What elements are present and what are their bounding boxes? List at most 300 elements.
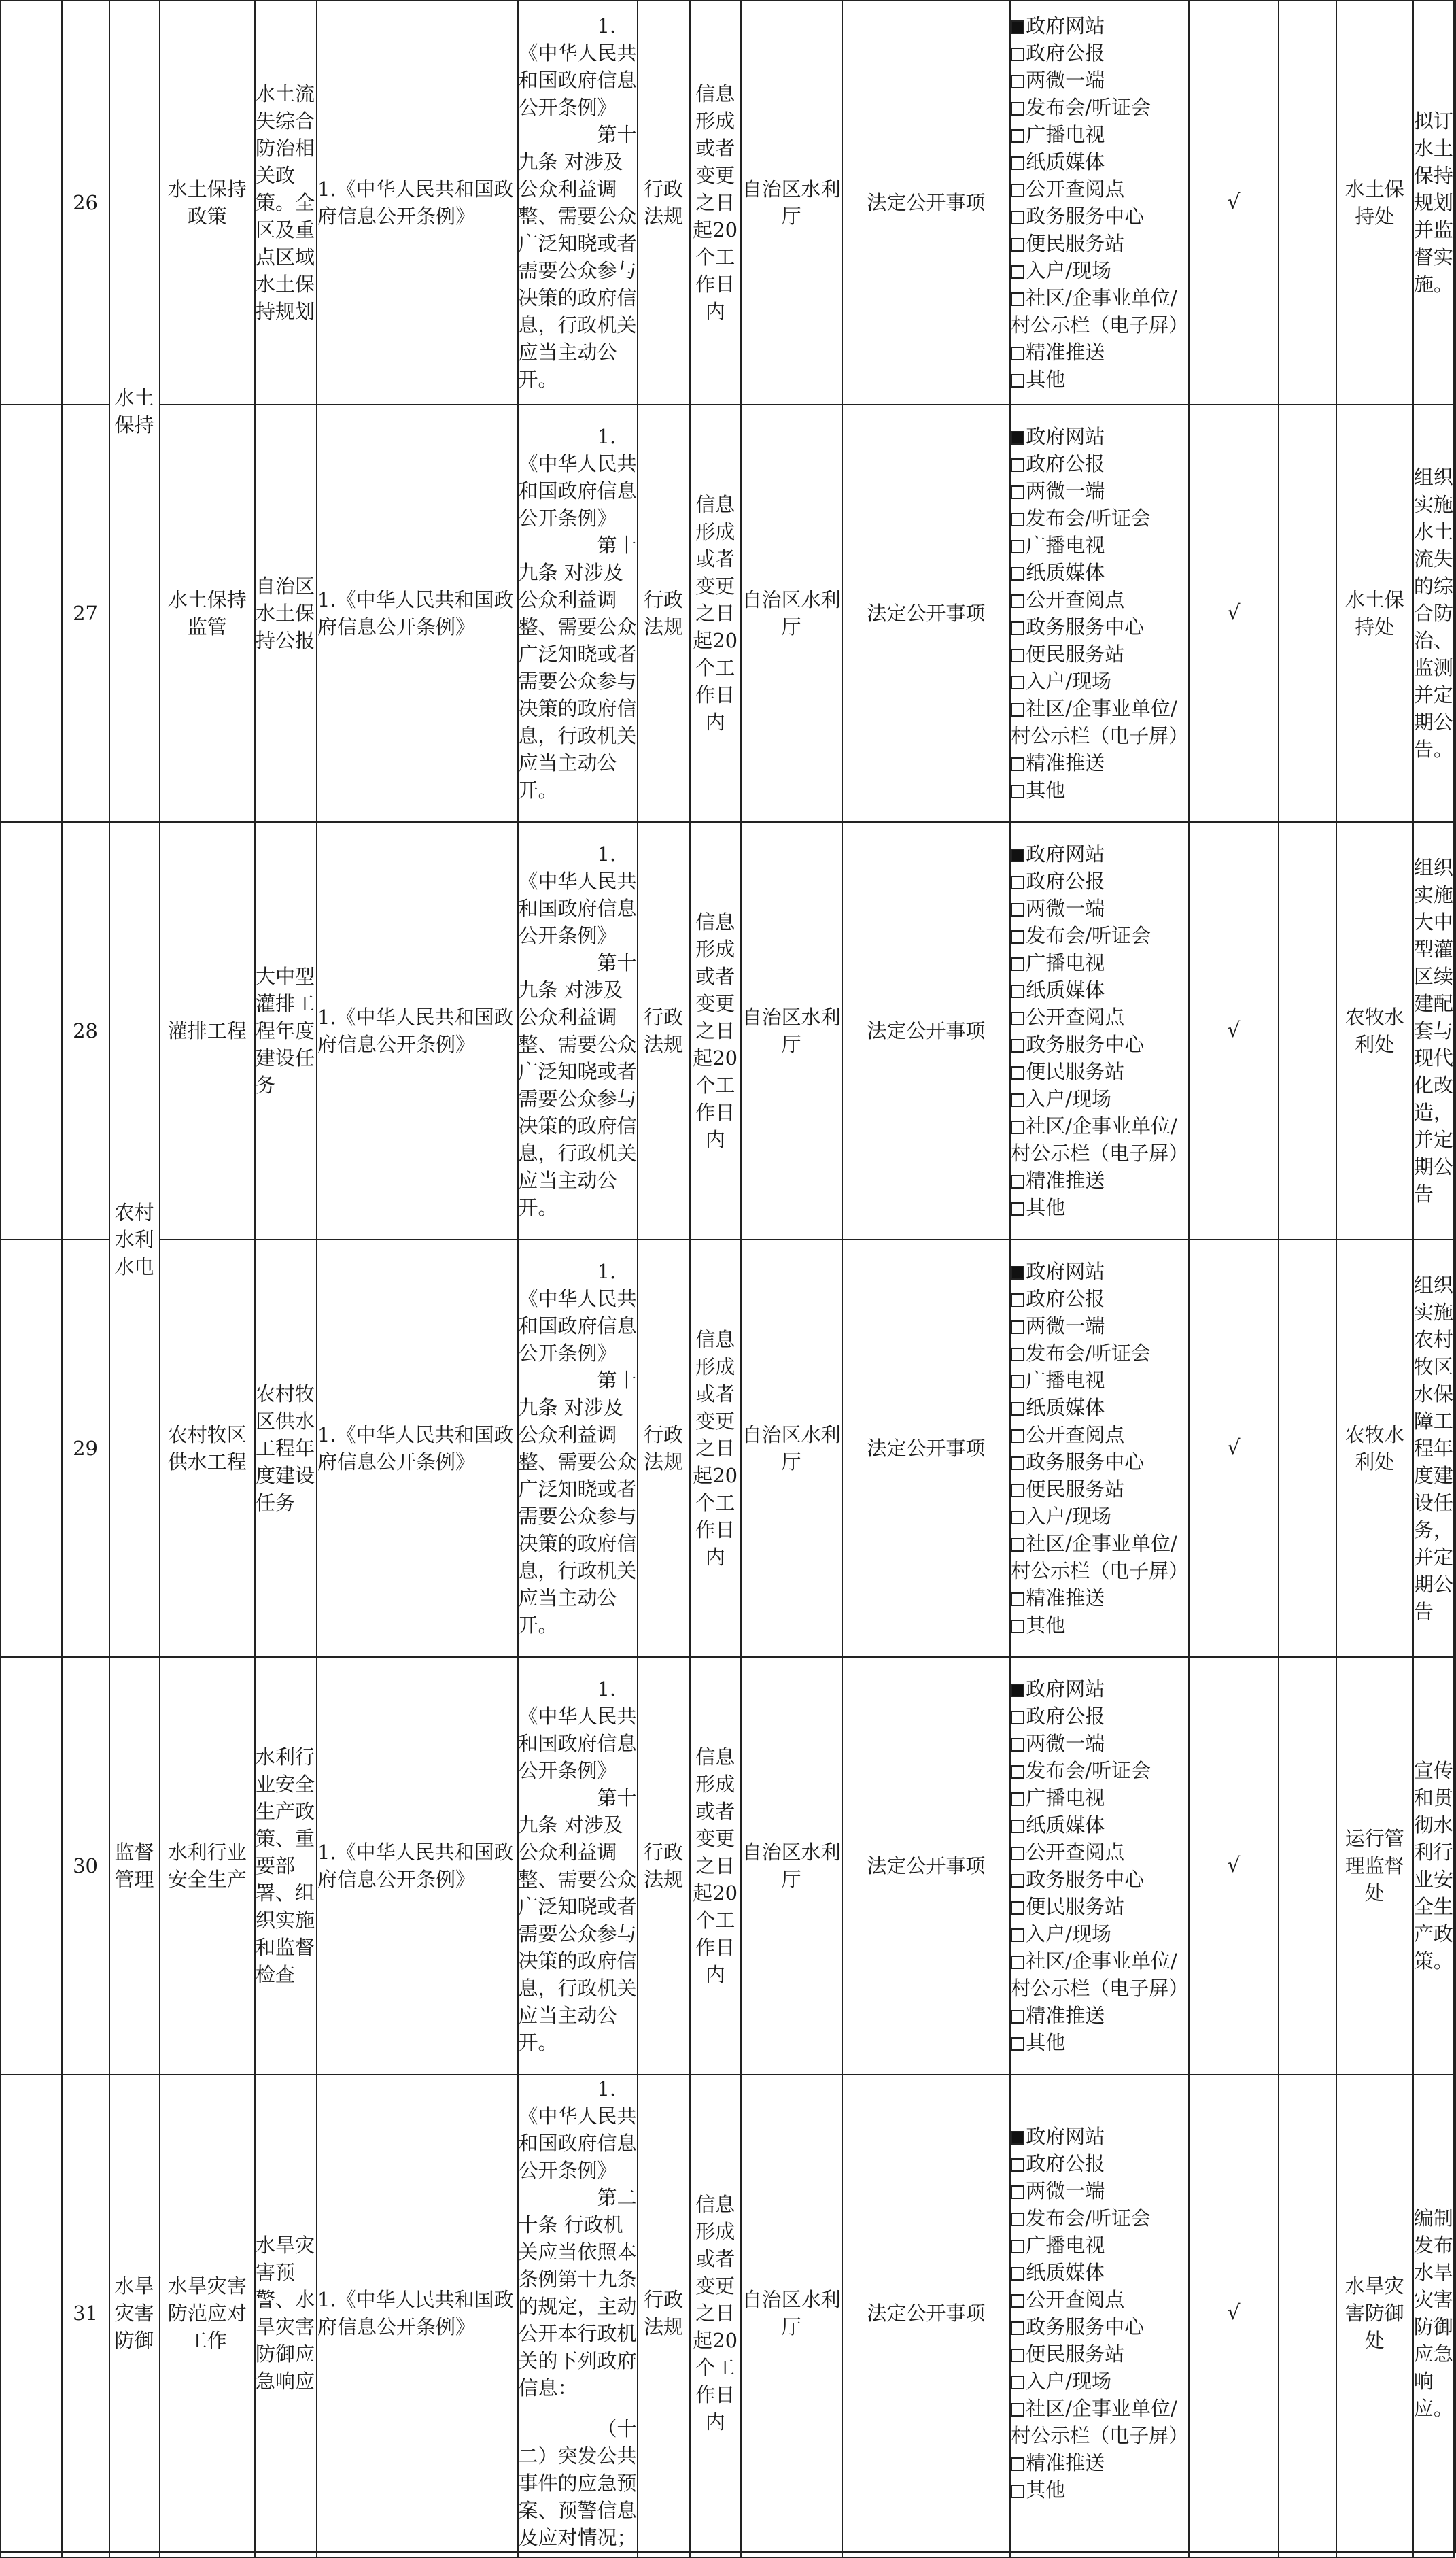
- basis-short: [317, 405, 518, 822]
- remark-text: 组织实施水土流失的综合防治、监测并定期公告。: [1413, 466, 1453, 761]
- channel-option: [1011, 1448, 1188, 1476]
- remark-text: 组织实施大中型灌区续建配套与现代化改造，并定期公告: [1413, 856, 1453, 1206]
- channel-option: [1011, 1503, 1188, 1530]
- checked-box-icon: [1011, 1684, 1024, 1697]
- row-index: [62, 1657, 109, 2075]
- remark: [1413, 1, 1454, 405]
- channel-option: [1011, 1367, 1188, 1394]
- unchecked-box-icon: [1011, 1928, 1024, 1942]
- table-row: [1, 405, 1455, 822]
- basis-short: [317, 1657, 518, 2075]
- partial-cell: [1336, 2552, 1413, 2557]
- channel-option: [1011, 1258, 1188, 1285]
- empty-cell: [1279, 405, 1336, 822]
- channel-option: [1011, 1811, 1188, 1839]
- channel-option: [1011, 840, 1188, 868]
- channel-label: 广播电视: [1026, 123, 1105, 146]
- channel-label: 政府公报: [1026, 41, 1105, 65]
- public-check-text: √: [1227, 2301, 1241, 2325]
- category-cell-text: 监督管理: [114, 1841, 154, 1891]
- unchecked-box-icon: [1011, 1847, 1024, 1860]
- unchecked-box-icon: [1011, 1792, 1024, 1806]
- channel-option: [1011, 1058, 1188, 1085]
- scope: [842, 1240, 1011, 1657]
- channel-label: 政务服务中心: [1026, 1868, 1145, 1891]
- channel-option: [1011, 2259, 1188, 2286]
- channel-label: 政府网站: [1026, 1260, 1105, 1283]
- public-check: [1189, 405, 1278, 822]
- basis-full: [518, 1657, 638, 2075]
- unchecked-box-icon: [1011, 676, 1024, 689]
- channel-option: [1011, 668, 1188, 695]
- category-cell-text: 农村水利水电: [114, 1201, 154, 1278]
- channel-label: 政务服务中心: [1026, 1033, 1145, 1056]
- unchecked-box-icon: [1011, 1738, 1024, 1752]
- row-index: [62, 2075, 109, 2552]
- channel-option: [1011, 1476, 1188, 1503]
- channel-label-continuation: 村公示栏（电子屏）: [1011, 1977, 1189, 2000]
- subject-type-text: 行政法规: [644, 2288, 684, 2338]
- channel-label: 社区/企事业单位/: [1026, 2397, 1177, 2420]
- basis-short-text: 1.《中华人民共和国政府信息公开条例》: [317, 177, 514, 228]
- channel-label: 其他: [1026, 368, 1066, 391]
- channel-option: [1011, 2476, 1188, 2504]
- unchecked-box-icon: [1011, 2376, 1024, 2389]
- channel-label: 政务服务中心: [1026, 1450, 1145, 1473]
- sub-category-text: 水旱灾害防范应对工作: [167, 2274, 247, 2352]
- channel-label: 广播电视: [1026, 951, 1105, 974]
- channel-label: 精准推送: [1026, 1586, 1105, 1609]
- remark-text: 编制发布水旱灾害防御应急响应。: [1413, 2206, 1453, 2420]
- channel-option: [1011, 695, 1188, 722]
- responsible-dept-text: 水土保持处: [1345, 177, 1404, 228]
- channel-option: [1011, 1730, 1188, 1757]
- basis-full: [518, 2075, 638, 2552]
- channel-option: [1011, 1893, 1188, 1920]
- channel-label-continuation: 村公示栏（电子屏）: [1011, 313, 1189, 337]
- unchecked-box-icon: [1011, 1765, 1024, 1779]
- channel-label: 纸质媒体: [1026, 1396, 1105, 1419]
- scope: [842, 822, 1011, 1240]
- checked-box-icon: [1011, 431, 1024, 445]
- time-limit: [690, 405, 741, 822]
- channel-option: [1011, 230, 1188, 257]
- basis-short: [317, 1240, 518, 1657]
- channel-label: 社区/企事业单位/: [1026, 1949, 1177, 1973]
- public-check-text: √: [1227, 190, 1241, 214]
- unchecked-box-icon: [1011, 1820, 1024, 1833]
- channel-option: [1011, 203, 1188, 230]
- unchecked-box-icon: [1011, 2037, 1024, 2051]
- time-limit-text: 信息形成或者变更之日起20个工作日内: [693, 1745, 738, 1986]
- margin-left-cell: [1, 1, 62, 405]
- channel-label: 便民服务站: [1026, 232, 1125, 255]
- unchecked-box-icon: [1011, 485, 1024, 499]
- channel-option: [1011, 1703, 1188, 1730]
- empty-cell: [1279, 1657, 1336, 2075]
- margin-left-cell: [1, 1657, 62, 2075]
- empty-cell: [1279, 822, 1336, 1240]
- basis-title: 1.《中华人民共和国政府信息公开条例》: [518, 842, 637, 947]
- unchecked-box-icon: [1011, 2158, 1024, 2172]
- empty-cell: [1279, 1240, 1336, 1657]
- margin-right-cell: [1454, 405, 1455, 822]
- remark: [1413, 1657, 1454, 2075]
- remark: [1413, 1240, 1454, 1657]
- channel-label: 精准推送: [1026, 2004, 1105, 2027]
- partial-cell: [1413, 2552, 1454, 2557]
- scope: [842, 1657, 1011, 2075]
- partial-cell: [842, 2552, 1011, 2557]
- channel-label: 两微一端: [1026, 897, 1105, 920]
- basis-article: 第十九条 对涉及公众利益调整、需要公众广泛知晓或者需要公众参与决策的政府信息，行政机关应当主动公开。: [518, 1786, 637, 2054]
- unchecked-box-icon: [1011, 2294, 1024, 2308]
- category-cell: [109, 2075, 160, 2552]
- subject-type: [638, 822, 690, 1240]
- channel-label: 精准推送: [1026, 1169, 1105, 1192]
- unchecked-box-icon: [1011, 1066, 1024, 1080]
- basis-short: [317, 1, 518, 405]
- channel-label-continuation: 村公示栏（电子屏）: [1011, 724, 1189, 747]
- scope-text: 法定公开事项: [867, 1437, 986, 1460]
- unchecked-box-icon: [1011, 1320, 1024, 1334]
- channel-label: 发布会/听证会: [1026, 1759, 1151, 1782]
- partial-cell: [1, 2552, 62, 2557]
- channel-option: [1011, 148, 1188, 175]
- subject-type: [638, 2075, 690, 2552]
- content-cell: [255, 1, 317, 405]
- channel-option: [1011, 641, 1188, 668]
- partial-cell: [1189, 2552, 1278, 2557]
- unchecked-box-icon: [1011, 1348, 1024, 1361]
- partial-cell: [1010, 2552, 1189, 2557]
- subject-type-text: 行政法规: [644, 177, 684, 228]
- public-check: [1189, 2075, 1278, 2552]
- responsible-dept: [1336, 1240, 1413, 1657]
- channel-label: 发布会/听证会: [1026, 924, 1151, 947]
- row-index-text: 26: [73, 191, 98, 214]
- scope: [842, 2075, 1011, 2552]
- partial-cell: [255, 2552, 317, 2557]
- channel-label: 广播电视: [1026, 1369, 1105, 1392]
- unchecked-box-icon: [1011, 2240, 1024, 2253]
- responsible-dept-text: 运行管理监督处: [1345, 1827, 1404, 1905]
- unchecked-box-icon: [1011, 2403, 1024, 2417]
- unchecked-box-icon: [1011, 649, 1024, 662]
- channel-label: 纸质媒体: [1026, 2261, 1105, 2284]
- channel-option: [1011, 532, 1188, 559]
- sub-category-text: 水土保持政策: [167, 177, 247, 228]
- responsible-dept: [1336, 822, 1413, 1240]
- channel-label: 两微一端: [1026, 2179, 1105, 2202]
- channel-option: [1011, 1839, 1188, 1866]
- channel-option: [1011, 1085, 1188, 1112]
- margin-right-cell: [1454, 1240, 1455, 1657]
- channel-label: 社区/企事业单位/: [1026, 697, 1177, 720]
- channel-label: 两微一端: [1026, 1732, 1105, 1755]
- channel-label: 公开查阅点: [1026, 1841, 1125, 1864]
- channel-label: 其他: [1026, 2478, 1066, 2502]
- channels-cell: [1010, 1240, 1189, 1657]
- basis-full: [518, 822, 638, 1240]
- channel-label: 便民服务站: [1026, 643, 1125, 666]
- row-index: [62, 822, 109, 1240]
- channel-option: [1011, 1031, 1188, 1058]
- channel-label: 精准推送: [1026, 2451, 1105, 2474]
- channel-label: 社区/企事业单位/: [1026, 1114, 1177, 1138]
- basis-title: 1.《中华人民共和国政府信息公开条例》: [518, 1677, 637, 1782]
- basis-extra: （十二）突发公共事件的应急预案、预警信息及应对情况；: [518, 2417, 637, 2549]
- channel-label: 入户/现场: [1026, 1505, 1112, 1528]
- remark: [1413, 405, 1454, 822]
- unchecked-box-icon: [1011, 594, 1024, 608]
- basis-article: 第十九条 对涉及公众利益调整、需要公众广泛知晓或者需要公众参与决策的政府信息，行政机关应当主动公开。: [518, 1369, 637, 1637]
- row-index: [62, 1, 109, 405]
- content-cell: [255, 1240, 317, 1657]
- channel-option: [1011, 1611, 1188, 1639]
- publisher-text: 自治区水利厅: [742, 1841, 841, 1891]
- scope-text: 法定公开事项: [867, 2302, 986, 2325]
- responsible-dept-text: 农牧水利处: [1345, 1423, 1404, 1473]
- channel-label-continuation: 村公示栏（电子屏）: [1011, 1559, 1189, 1582]
- channel-label: 政府公报: [1026, 870, 1105, 893]
- unchecked-box-icon: [1011, 2213, 1024, 2226]
- basis-short-text: 1.《中华人民共和国政府信息公开条例》: [317, 1423, 514, 1473]
- unchecked-box-icon: [1011, 1538, 1024, 1552]
- unchecked-box-icon: [1011, 1874, 1024, 1888]
- channel-label: 入户/现场: [1026, 670, 1112, 693]
- channel-label: 政府网站: [1026, 14, 1105, 37]
- channel-option: [1011, 559, 1188, 586]
- unchecked-box-icon: [1011, 703, 1024, 717]
- channel-option: [1011, 12, 1188, 39]
- content-cell-text: 水土流失综合防治相关政策。全区及重点区域水土保持规划: [256, 82, 315, 323]
- sub-category: [160, 1240, 255, 1657]
- unchecked-box-icon: [1011, 1511, 1024, 1524]
- channel-label: 入户/现场: [1026, 259, 1112, 282]
- basis-short-text: 1.《中华人民共和国政府信息公开条例》: [317, 1006, 514, 1056]
- table-body: [1, 1, 1455, 2557]
- channel-label: 政府网站: [1026, 2125, 1105, 2148]
- unchecked-box-icon: [1011, 2485, 1024, 2498]
- scope-text: 法定公开事项: [867, 191, 986, 214]
- channel-label: 精准推送: [1026, 341, 1105, 364]
- channel-option: [1011, 2150, 1188, 2177]
- unchecked-box-icon: [1011, 1711, 1024, 1724]
- channel-option: [1011, 613, 1188, 641]
- channel-option: [1011, 1340, 1188, 1367]
- channel-label: 公开查阅点: [1026, 1006, 1125, 1029]
- unchecked-box-icon: [1011, 1375, 1024, 1388]
- basis-short: [317, 2075, 518, 2552]
- channel-option: [1011, 175, 1188, 203]
- publisher: [741, 1240, 842, 1657]
- unchecked-box-icon: [1011, 957, 1024, 971]
- unchecked-box-icon: [1011, 238, 1024, 252]
- channel-option: [1011, 1194, 1188, 1221]
- unchecked-box-icon: [1011, 2010, 1024, 2024]
- time-limit: [690, 2075, 741, 2552]
- category-cell: [109, 1657, 160, 2075]
- content-cell-text: 水利行业安全生产政策、重要部署、组织实施和监督检查: [256, 1745, 315, 1986]
- channel-option: [1011, 1866, 1188, 1893]
- time-limit: [690, 1657, 741, 2075]
- channel-option: [1011, 868, 1188, 895]
- row-index-text: 27: [73, 602, 98, 625]
- channel-option: [1011, 257, 1188, 284]
- channel-label: 政务服务中心: [1026, 2315, 1145, 2338]
- channel-option: [1011, 366, 1188, 393]
- channel-option: [1011, 1167, 1188, 1194]
- channel-label: 两微一端: [1026, 69, 1105, 92]
- partial-cell: [1279, 2552, 1336, 2557]
- margin-right-cell: [1454, 2075, 1455, 2552]
- channel-label: 广播电视: [1026, 534, 1105, 557]
- margin-left-cell: [1, 2075, 62, 2552]
- basis-short-text: 1.《中华人民共和国政府信息公开条例》: [317, 1841, 514, 1891]
- channel-option: [1011, 1920, 1188, 1947]
- sub-category-text: 水利行业安全生产: [167, 1841, 247, 1891]
- public-check: [1189, 822, 1278, 1240]
- subject-type-text: 行政法规: [644, 1423, 684, 1473]
- channel-option: [1011, 1784, 1188, 1811]
- unchecked-box-icon: [1011, 102, 1024, 116]
- channel-label: 入户/现场: [1026, 1087, 1112, 1110]
- remark: [1413, 2075, 1454, 2552]
- channel-label: 政府网站: [1026, 842, 1105, 866]
- sub-category: [160, 405, 255, 822]
- unchecked-box-icon: [1011, 374, 1024, 388]
- row-index-text: 29: [73, 1437, 98, 1460]
- channel-label: 公开查阅点: [1026, 2288, 1125, 2311]
- subject-type-text: 行政法规: [644, 588, 684, 638]
- channel-label: 政府公报: [1026, 452, 1105, 475]
- channel-option: [1011, 1004, 1188, 1031]
- publisher: [741, 1, 842, 405]
- unchecked-box-icon: [1011, 1175, 1024, 1189]
- sub-category: [160, 1657, 255, 2075]
- channels-cell: [1010, 405, 1189, 822]
- unchecked-box-icon: [1011, 1620, 1024, 1633]
- sub-category: [160, 1, 255, 405]
- channel-label: 其他: [1026, 779, 1066, 802]
- remark-text: 拟订水土保持规划并监督实施。: [1413, 109, 1453, 296]
- channel-option: [1011, 2313, 1188, 2340]
- responsible-dept-text: 水土保持处: [1345, 588, 1404, 638]
- channel-option: [1011, 39, 1188, 67]
- sub-category-text: 水土保持监管: [167, 588, 247, 638]
- public-check: [1189, 1657, 1278, 2075]
- publisher-text: 自治区水利厅: [742, 1423, 841, 1473]
- basis-title: 1.《中华人民共和国政府信息公开条例》: [518, 2077, 637, 2182]
- basis-title: 1.《中华人民共和国政府信息公开条例》: [518, 1260, 637, 1365]
- sub-category-text: 灌排工程: [167, 1019, 247, 1042]
- publisher: [741, 1657, 842, 2075]
- channel-label-continuation: 村公示栏（电子屏）: [1011, 1142, 1189, 1165]
- content-cell-text: 大中型灌排工程年度建设任务: [256, 965, 315, 1097]
- sub-category: [160, 822, 255, 1240]
- table-row: [1, 2075, 1455, 2552]
- channel-option: [1011, 2123, 1188, 2150]
- channel-option: [1011, 477, 1188, 505]
- unchecked-box-icon: [1011, 458, 1024, 472]
- responsible-dept: [1336, 405, 1413, 822]
- table-row: [1, 822, 1455, 1240]
- publisher: [741, 822, 842, 1240]
- channel-option: [1011, 1947, 1188, 1975]
- category-cell: [109, 822, 160, 1657]
- channels-cell: [1010, 822, 1189, 1240]
- unchecked-box-icon: [1011, 1429, 1024, 1443]
- channel-option: [1011, 2449, 1188, 2476]
- unchecked-box-icon: [1011, 1456, 1024, 1470]
- channel-label: 发布会/听证会: [1026, 96, 1151, 119]
- channel-option: [1011, 1312, 1188, 1340]
- channel-label: 发布会/听证会: [1026, 2206, 1151, 2230]
- responsible-dept: [1336, 1, 1413, 405]
- unchecked-box-icon: [1011, 513, 1024, 526]
- margin-right-cell: [1454, 1, 1455, 405]
- channel-option: [1011, 749, 1188, 777]
- channels-cell: [1010, 1657, 1189, 2075]
- channel-option: [1011, 1285, 1188, 1312]
- unchecked-box-icon: [1011, 930, 1024, 944]
- unchecked-box-icon: [1011, 1901, 1024, 1915]
- unchecked-box-icon: [1011, 1039, 1024, 1053]
- sub-category: [160, 2075, 255, 2552]
- subject-type: [638, 1240, 690, 1657]
- channel-label: 纸质媒体: [1026, 150, 1105, 173]
- remark-text: 组织实施农村牧区水保障工程年度建设任务，并定期公告: [1413, 1274, 1453, 1623]
- unchecked-box-icon: [1011, 876, 1024, 889]
- sub-category-text: 农村牧区供水工程: [167, 1423, 247, 1473]
- unchecked-box-icon: [1011, 347, 1024, 360]
- channel-label: 两微一端: [1026, 1314, 1105, 1337]
- remark: [1413, 822, 1454, 1240]
- channel-option: [1011, 1675, 1188, 1703]
- partial-cell: [62, 2552, 109, 2557]
- margin-left-cell: [1, 405, 62, 822]
- basis-article: 第十九条 对涉及公众利益调整、需要公众广泛知晓或者需要公众参与决策的政府信息，行政机关应当主动公开。: [518, 951, 637, 1219]
- unchecked-box-icon: [1011, 903, 1024, 917]
- unchecked-box-icon: [1011, 1202, 1024, 1216]
- unchecked-box-icon: [1011, 2185, 1024, 2199]
- content-cell-text: 自治区水土保持公报: [256, 575, 315, 652]
- channel-label: 纸质媒体: [1026, 1813, 1105, 1837]
- channels-cell: [1010, 2075, 1189, 2552]
- unchecked-box-icon: [1011, 1121, 1024, 1134]
- publisher-text: 自治区水利厅: [742, 588, 841, 638]
- publisher: [741, 405, 842, 822]
- time-limit: [690, 822, 741, 1240]
- channel-option: [1011, 976, 1188, 1004]
- scope-text: 法定公开事项: [867, 1019, 986, 1042]
- unchecked-box-icon: [1011, 184, 1024, 197]
- unchecked-box-icon: [1011, 621, 1024, 635]
- unchecked-box-icon: [1011, 1012, 1024, 1025]
- channel-label: 公开查阅点: [1026, 588, 1125, 611]
- basis-title: 1.《中华人民共和国政府信息公开条例》: [518, 14, 637, 119]
- channel-label: 政务服务中心: [1026, 615, 1145, 638]
- content-cell: [255, 2075, 317, 2552]
- channel-option: [1011, 67, 1188, 94]
- unchecked-box-icon: [1011, 292, 1024, 306]
- time-limit-text: 信息形成或者变更之日起20个工作日内: [693, 82, 738, 323]
- channel-label: 发布会/听证会: [1026, 1342, 1151, 1365]
- channel-option: [1011, 450, 1188, 477]
- table-row-partial: [1, 2552, 1455, 2557]
- time-limit-text: 信息形成或者变更之日起20个工作日内: [693, 1328, 738, 1569]
